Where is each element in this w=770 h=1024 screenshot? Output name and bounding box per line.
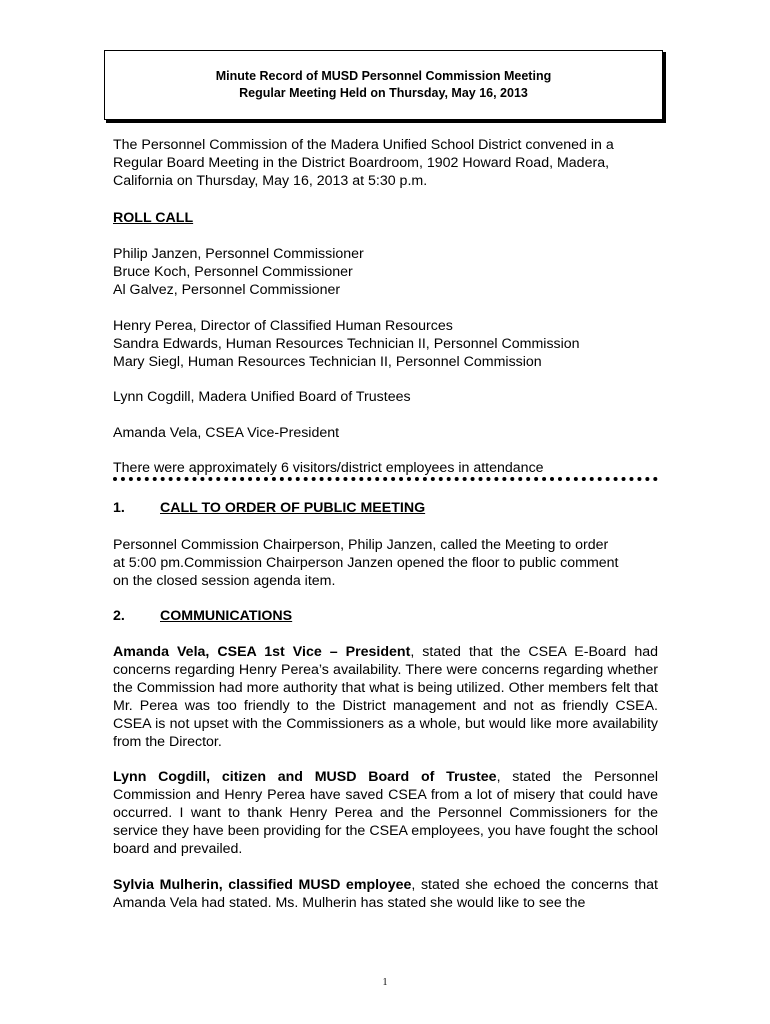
roll-call-heading: ROLL CALL	[113, 210, 194, 226]
list-item: Sandra Edwards, Human Resources Technician II, Personnel Commission	[113, 336, 580, 352]
speaker-name: Lynn Cogdill, citizen and MUSD Board of Trustee	[113, 769, 497, 785]
trustee-entry: Lynn Cogdill, Madera Unified Board of Trustees	[113, 389, 411, 405]
list-item: Henry Perea, Director of Classified Human Resources	[113, 318, 453, 334]
section-2-number: 2.	[113, 608, 125, 624]
comment-paragraph: Amanda Vela, CSEA 1st Vice – President, stated that the CSEA E-Board had concerns regarding Henry Perea’s availability. There were concerns regarding whether the Commission had more authority that what is being utilized. Other members felt that Mr. Perea was too friendly to the District management and not as friendly CSEA. CSEA is not upset with the Commissioners as a whole, but would like more availability from the Director.	[113, 644, 659, 750]
staff-list	[113, 317, 658, 371]
section-1-number: 1.	[113, 500, 125, 516]
dotted-divider	[113, 477, 658, 481]
list-item: Bruce Koch, Personnel Commissioner	[113, 264, 353, 280]
list-item: Philip Janzen, Personnel Commissioner	[113, 246, 364, 262]
speaker-name: Amanda Vela, CSEA 1st Vice – President	[113, 644, 411, 660]
section-2-title: COMMUNICATIONS	[160, 608, 293, 624]
intro-paragraph: The Personnel Commission of the Madera Unified School District convened in a Regular Board Meeting in the District Boardroom, 1902 Howard Road, Madera, California on Thursday, May 16, 2013 at 5:30 p.m.	[113, 137, 614, 189]
list-item: Al Galvez, Personnel Commissioner	[113, 282, 341, 298]
title-box	[104, 50, 663, 120]
comment-paragraph: Lynn Cogdill, citizen and MUSD Board of Trustee, stated the Personnel Commission and Henry Perea have saved CSEA from a lot of misery that could have occurred. I want to thank Henry Perea and the Personnel Commissioners for the service they have been providing for the CSEA employees, you have fought the school board and prevailed.	[113, 769, 658, 857]
list-item: Mary Siegl, Human Resources Technician II, Personnel Commission	[113, 354, 542, 370]
speaker-name: Sylvia Mulherin, classified MUSD employee	[113, 877, 412, 893]
attendance-note: There were approximately 6 visitors/district employees in attendance	[113, 460, 544, 476]
comment-paragraph: Sylvia Mulherin, classified MUSD employee, stated she echoed the concerns that Amanda Vela had stated. Ms. Mulherin has stated she would like to see the	[113, 877, 658, 911]
section-1-paragraph: Personnel Commission Chairperson, Philip Janzen, called the Meeting to order at 5:00 pm.Commission Chairperson Janzen opened the floor to public comment on the closed session agenda item.	[113, 537, 619, 589]
document-title: Minute Record of MUSD Personnel Commission Meeting	[215, 69, 552, 83]
page-number: 1	[382, 977, 388, 988]
commissioner-list	[113, 245, 658, 299]
csea-entry: Amanda Vela, CSEA Vice-President	[113, 425, 340, 441]
section-1-title: CALL TO ORDER OF PUBLIC MEETING	[160, 500, 426, 516]
meeting-date-line: Regular Meeting Held on Thursday, May 16, 2013	[239, 86, 528, 100]
